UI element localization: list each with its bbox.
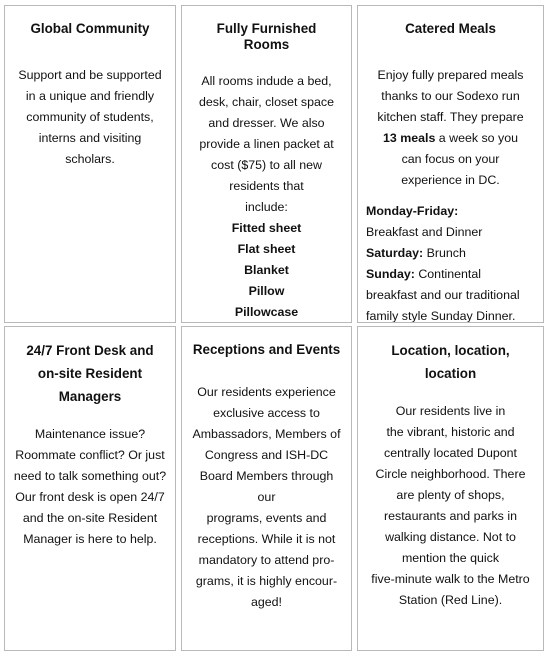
body-line: include: bbox=[245, 200, 288, 214]
card-title: Catered Meals bbox=[405, 21, 496, 36]
linen-item: Pillowcase bbox=[234, 305, 299, 319]
title-line: 24/7 Front Desk and bbox=[26, 343, 154, 358]
body-line: interns and visiting bbox=[38, 131, 142, 145]
schedule-value: breakfast and our traditional bbox=[366, 288, 520, 302]
body-line: Station (Red Line). bbox=[398, 593, 503, 607]
card-body bbox=[13, 65, 167, 170]
body-line: are plenty of shops, bbox=[396, 488, 505, 502]
body-line: thanks to our Sodexo run bbox=[381, 89, 520, 103]
body-line: Ambassadors, Members of bbox=[192, 427, 341, 441]
body-line: receptions. While it is not bbox=[197, 532, 336, 546]
card-title bbox=[190, 21, 343, 53]
linen-item: Fitted sheet bbox=[231, 221, 302, 235]
body-line: the vibrant, historic and bbox=[386, 425, 515, 439]
linen-item: Blanket bbox=[244, 263, 289, 277]
body-line: programs, events and bbox=[206, 511, 327, 525]
body-line: residents that bbox=[229, 179, 304, 193]
body-line: mention the quick bbox=[401, 551, 500, 565]
card-body bbox=[366, 401, 535, 611]
meals-count: 13 meals bbox=[382, 131, 436, 145]
schedule-value: Breakfast and Dinner bbox=[366, 225, 483, 239]
body-line: five-minute walk to the Metro bbox=[371, 572, 530, 586]
title-line: Location, location, bbox=[391, 343, 510, 358]
card-body bbox=[366, 65, 535, 323]
body-line: Maintenance issue? bbox=[34, 427, 146, 441]
body-line: in a unique and friendly bbox=[25, 89, 155, 103]
body-line: aged! bbox=[250, 595, 282, 609]
body-line: exclusive access to bbox=[213, 406, 320, 420]
card-body bbox=[190, 382, 343, 613]
body-line: Our front desk is open 24/7 bbox=[15, 490, 165, 504]
body-line: Roommate conflict? Or just bbox=[15, 448, 165, 462]
body-line: provide a linen packet at bbox=[199, 137, 334, 151]
schedule-label: Sunday: bbox=[366, 267, 415, 281]
schedule-value: family style Sunday Dinner. bbox=[366, 309, 516, 323]
fully-furnished-rooms-card bbox=[181, 5, 352, 323]
card-title: Global Community bbox=[30, 21, 150, 36]
body-line: Enjoy fully prepared meals bbox=[377, 68, 524, 82]
body-line: cost ($75) to all new bbox=[211, 158, 322, 172]
body-line: Congress and ISH-DC bbox=[204, 448, 329, 462]
body-line: scholars. bbox=[65, 152, 115, 166]
meals-rest: a week so you bbox=[435, 131, 518, 145]
catered-meals-card bbox=[357, 5, 544, 323]
linen-list bbox=[190, 218, 343, 323]
body-line: Board Members through our bbox=[199, 469, 334, 504]
schedule-value: Continental bbox=[414, 267, 482, 281]
body-line: need to talk something out? bbox=[13, 469, 167, 483]
body-line: restaurants and parks in bbox=[384, 509, 517, 523]
body-line: can focus on your bbox=[401, 152, 500, 166]
meal-schedule bbox=[366, 201, 535, 323]
features-grid bbox=[4, 5, 544, 651]
body-line: Our residents live in bbox=[395, 404, 506, 418]
card-body bbox=[190, 71, 343, 323]
receptions-events-card bbox=[181, 326, 352, 651]
body-line: walking distance. Not to bbox=[385, 530, 516, 544]
body-line: Our residents experience bbox=[197, 385, 336, 399]
body-line: community of students, bbox=[26, 110, 154, 124]
body-line: All rooms indude a bed, bbox=[201, 74, 332, 88]
body-line: Manager is here to help. bbox=[23, 532, 157, 546]
body-line: experience in DC. bbox=[401, 173, 500, 187]
schedule-label: Saturday: bbox=[366, 246, 424, 260]
body-line: mandatory to attend pro- bbox=[198, 553, 335, 567]
body-line: Circle neighborhood. There bbox=[375, 467, 526, 481]
card-title bbox=[366, 339, 535, 385]
schedule-value: Brunch bbox=[423, 246, 466, 260]
global-community-card bbox=[4, 5, 176, 323]
body-line: and the on-site Resident bbox=[22, 511, 158, 525]
card-title: Receptions and Events bbox=[192, 342, 341, 357]
linen-item: Flat sheet bbox=[237, 242, 296, 256]
schedule-label: Monday-Friday: bbox=[366, 204, 459, 218]
body-line: centrally located Dupont bbox=[384, 446, 517, 460]
title-line: location bbox=[424, 366, 477, 381]
title-line: Fully Furnished bbox=[216, 21, 317, 36]
body-line: Support and be supported bbox=[18, 68, 162, 82]
title-line: Rooms bbox=[243, 37, 290, 52]
linen-item: Pillow bbox=[248, 284, 285, 298]
card-title bbox=[13, 339, 167, 408]
title-line: on-site Resident Managers bbox=[37, 366, 143, 404]
card-body bbox=[13, 424, 167, 550]
front-desk-card bbox=[4, 326, 176, 651]
body-line: desk, chair, closet space bbox=[199, 95, 334, 109]
location-card bbox=[357, 326, 544, 651]
body-line: grams, it is highly encour- bbox=[195, 574, 338, 588]
body-line bbox=[366, 128, 535, 149]
body-line: and dresser. We also bbox=[208, 116, 325, 130]
body-line: kitchen staff. They prepare bbox=[377, 110, 524, 124]
